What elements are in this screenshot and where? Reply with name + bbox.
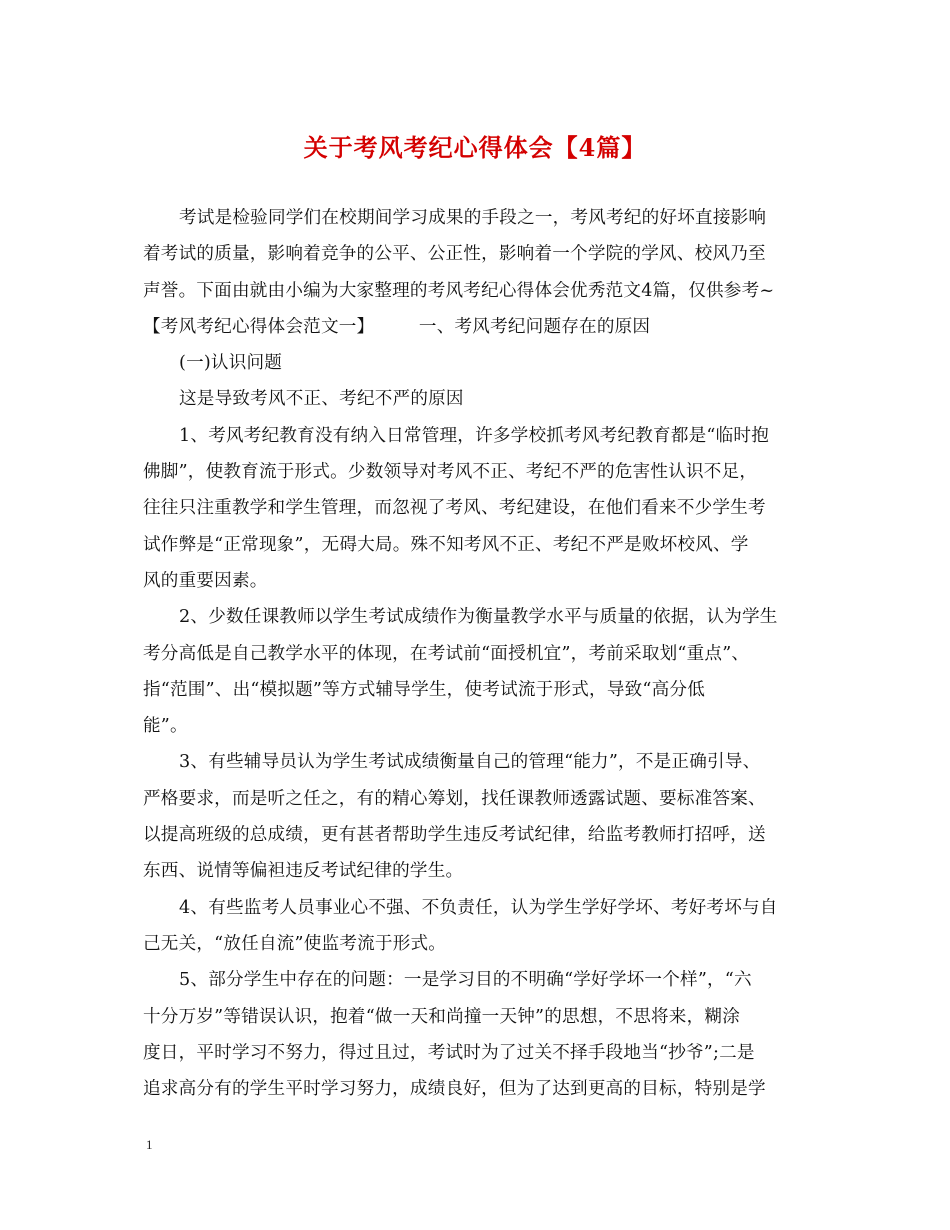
text-line: 风的重要因素。 xyxy=(143,570,268,591)
text-line: 声誉。下面由就由小编为大家整理的考风考纪心得体会优秀范文4篇，仅供参考~ xyxy=(143,280,775,301)
text-line: 试作弊是“正常现象”，无碍大局。殊不知考风不正、考纪不严是败坏校风、学 xyxy=(143,534,749,555)
text-line: 追求高分有的学生平时学习努力，成绩良好，但为了达到更高的目标，特别是学 xyxy=(143,1079,766,1100)
text-line: 严格要求，而是听之任之，有的精心筹划，找任课教师透露试题、要标准答案、 xyxy=(143,788,766,809)
text-line: 度日，平时学习不努力，得过且过，考试时为了过关不择手段地当“抄爷”;二是 xyxy=(143,1042,755,1063)
text-line: 2、少数任课教师以学生考试成绩作为衡量教学水平与质量的依据，认为学生 xyxy=(179,607,778,628)
text-line: 这是导致考风不正、考纪不严的原因 xyxy=(179,389,464,410)
text-line: 东西、说情等偏袒违反考试纪律的学生。 xyxy=(143,861,464,882)
text-line: 4、有些监考人员事业心不强、不负责任，认为学生学好学坏、考好考坏与自 xyxy=(179,897,778,918)
text-line: 十分万岁”等错误认识，抱着“做一天和尚撞一天钟”的思想，不思将来，糊涂 xyxy=(143,1006,740,1027)
document-body xyxy=(143,200,811,1107)
document-title: 关于考风考纪心得体会【4篇】 xyxy=(303,133,647,162)
page-number: 1 xyxy=(146,1137,153,1152)
text-line: 以提高班级的总成绩，更有甚者帮助学生违反考试纪律，给监考教师打招呼，送 xyxy=(143,825,766,846)
text-line: 5、部分学生中存在的问题：一是学习目的不明确“学好学坏一个样”，“六 xyxy=(179,970,752,991)
text-line: 己无关，“放任自流”使监考流于形式。 xyxy=(143,933,447,954)
text-line: 【考风考纪心得体会范文一】 一、考风考纪问题存在的原因 xyxy=(143,316,651,337)
text-line: 往往只注重教学和学生管理，而忽视了考风、考纪建设，在他们看来不少学生考 xyxy=(143,498,766,519)
text-line: 考分高低是自己教学水平的体现，在考试前“面授机宜”，考前采取划“重点”、 xyxy=(143,643,750,664)
text-line: (一)认识问题 xyxy=(179,353,283,374)
text-line: 着考试的质量，影响着竞争的公平、公正性，影响着一个学院的学风、校风乃至 xyxy=(143,244,766,265)
text-line: 1、考风考纪教育没有纳入日常管理，许多学校抓考风考纪教育都是“临时抱 xyxy=(179,425,769,446)
text-line: 佛脚”，使教育流于形式。少数领导对考风不正、考纪不严的危害性认识不足， xyxy=(143,462,758,483)
text-line: 3、有些辅导员认为学生考试成绩衡量自己的管理“能力”，不是正确引导、 xyxy=(179,752,761,773)
text-line: 指“范围”、出“模拟题”等方式辅导学生，使考试流于形式，导致“高分低 xyxy=(143,679,705,700)
text-line: 考试是检验同学们在校期间学习成果的手段之一，考风考纪的好坏直接影响 xyxy=(179,208,767,228)
text-line: 能”。 xyxy=(143,716,188,737)
